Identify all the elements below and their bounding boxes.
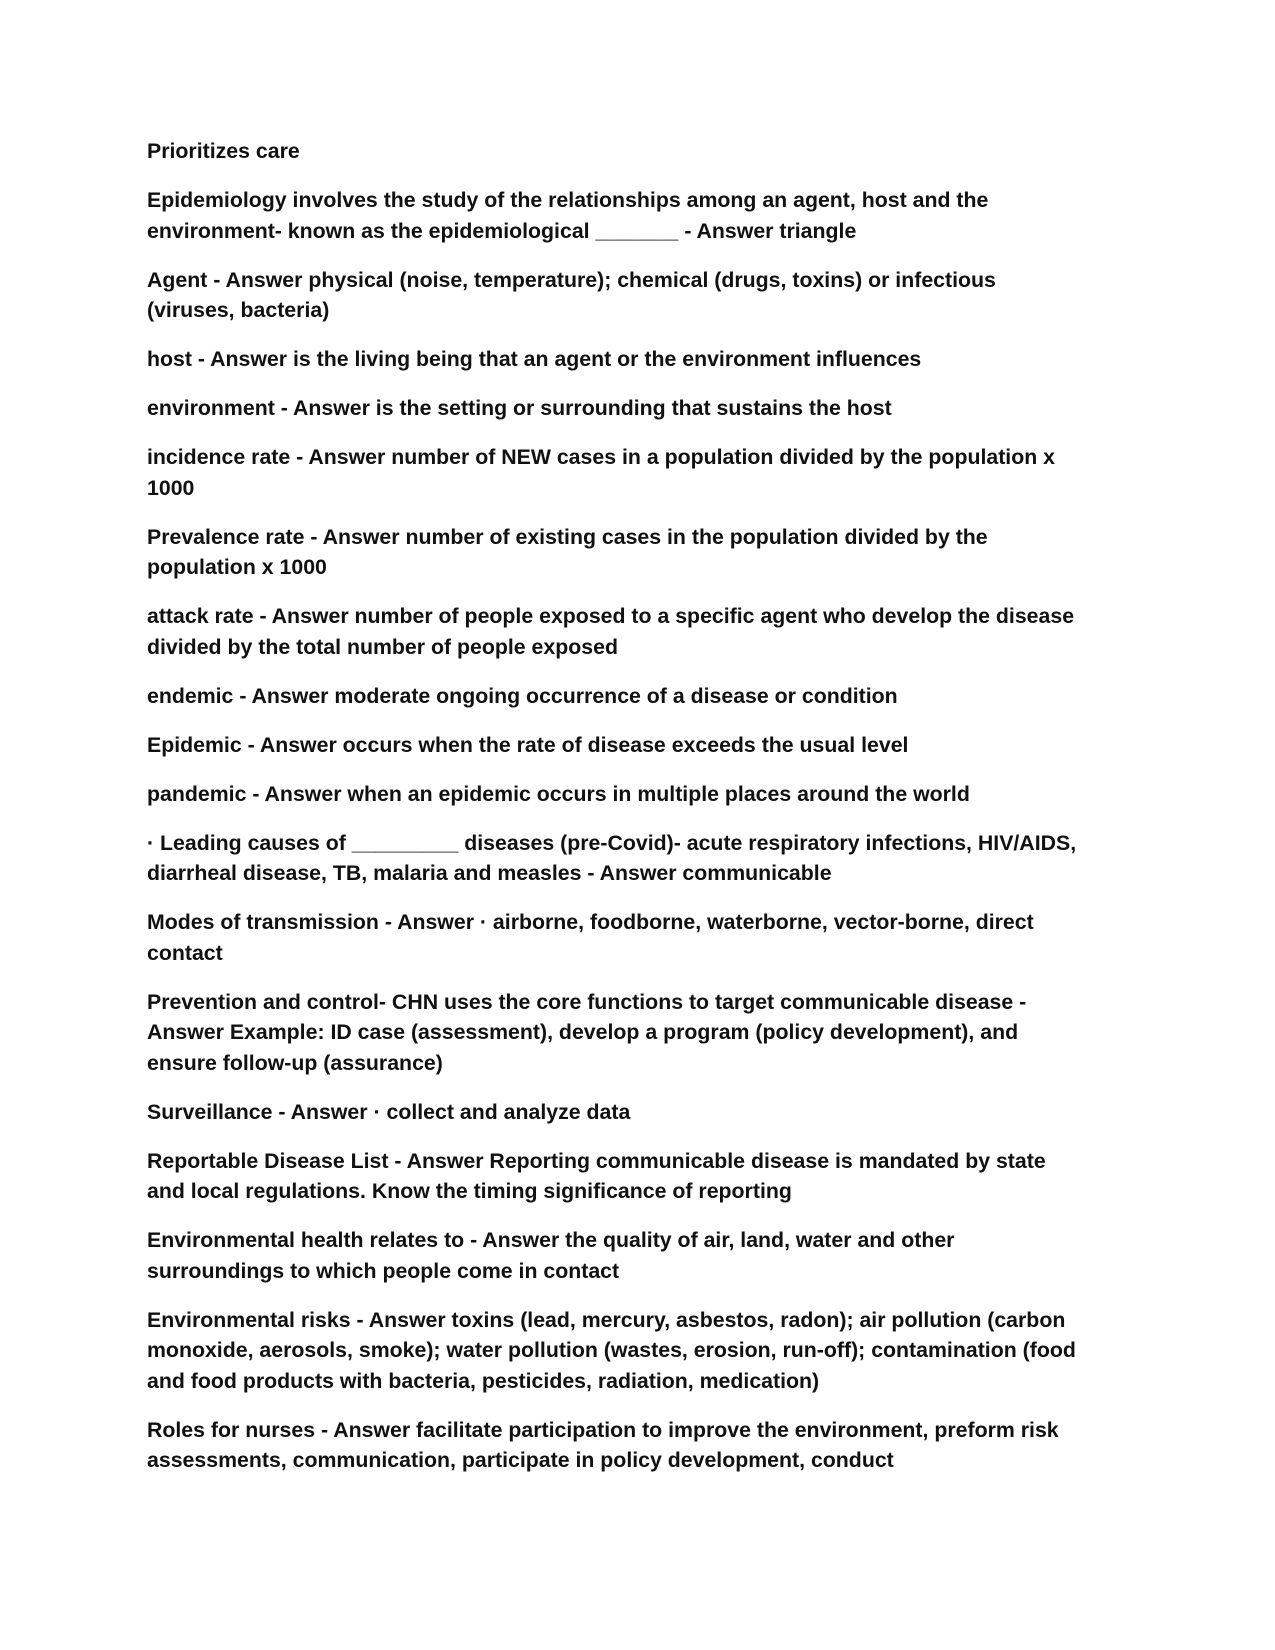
paragraph-prioritizes-care: Prioritizes care <box>147 139 300 163</box>
paragraph-agent: Agent - Answer physical (noise, temperature); chemical (drugs, toxins) or infectious (viruses, bacteria) <box>147 267 996 322</box>
paragraph-endemic: endemic - Answer moderate ongoing occurrence of a disease or condition <box>147 683 898 708</box>
paragraph-modes-of-transmission: Modes of transmission - Answer · airborne, foodborne, waterborne, vector-borne, direct contact <box>147 910 1034 965</box>
paragraph-environment: environment - Answer is the setting or surrounding that sustains the host <box>147 396 892 420</box>
paragraph-incidence-rate: incidence rate - Answer number of NEW cases in a population divided by the population x 1000 <box>147 445 1056 500</box>
paragraph-environmental-health: Environmental health relates to - Answer the quality of air, land, water and other surroundings to which people come in contact <box>147 1228 955 1283</box>
paragraph-environmental-risks: Environmental risks - Answer toxins (lead, mercury, asbestos, radon); air pollution (carbon monoxide, aerosols, smoke); water pollution (wastes, erosion, run-off); contamination (food and food products with bacteria, pesticides, radiation, medication) <box>147 1307 1076 1393</box>
paragraph-prevention-and-control: Prevention and control- CHN uses the core functions to target communicable disease - Answer Example: ID case (assessment), develop a program (policy development), and ensure follow-up (assurance) <box>147 989 1027 1075</box>
paragraph-epidemic: Epidemic - Answer occurs when the rate of disease exceeds the usual level <box>147 732 909 757</box>
paragraph-prevalence-rate: Prevalence rate - Answer number of existing cases in the population divided by the population x 1000 <box>147 524 988 579</box>
paragraph-reportable-disease-list: Reportable Disease List - Answer Reporting communicable disease is mandated by state and local regulations. Know the timing significance of reporting <box>147 1148 1046 1203</box>
paragraph-attack-rate: attack rate - Answer number of people exposed to a specific agent who develop the disease divided by the total number of people exposed <box>147 604 1075 659</box>
paragraph-pandemic: pandemic - Answer when an epidemic occurs in multiple places around the world <box>147 781 970 806</box>
paragraph-leading-causes: · Leading causes of _________ diseases (pre-Covid)- acute respiratory infections, HIV/AIDS, diarrheal disease, TB, malaria and measles - Answer communicable <box>147 830 1077 885</box>
paragraph-roles-for-nurses: Roles for nurses - Answer facilitate participation to improve the environment, preform risk assessments, communication, participate in policy development, conduct <box>147 1417 1059 1472</box>
paragraph-surveillance: Surveillance - Answer · collect and analyze data <box>147 1099 631 1124</box>
paragraph-host: host - Answer is the living being that an agent or the environment influences <box>147 347 922 371</box>
paragraph-epidemiological-triangle: Epidemiology involves the study of the relationships among an agent, host and the environment- known as the epidemiological _______ - Answer triangle <box>147 188 989 243</box>
